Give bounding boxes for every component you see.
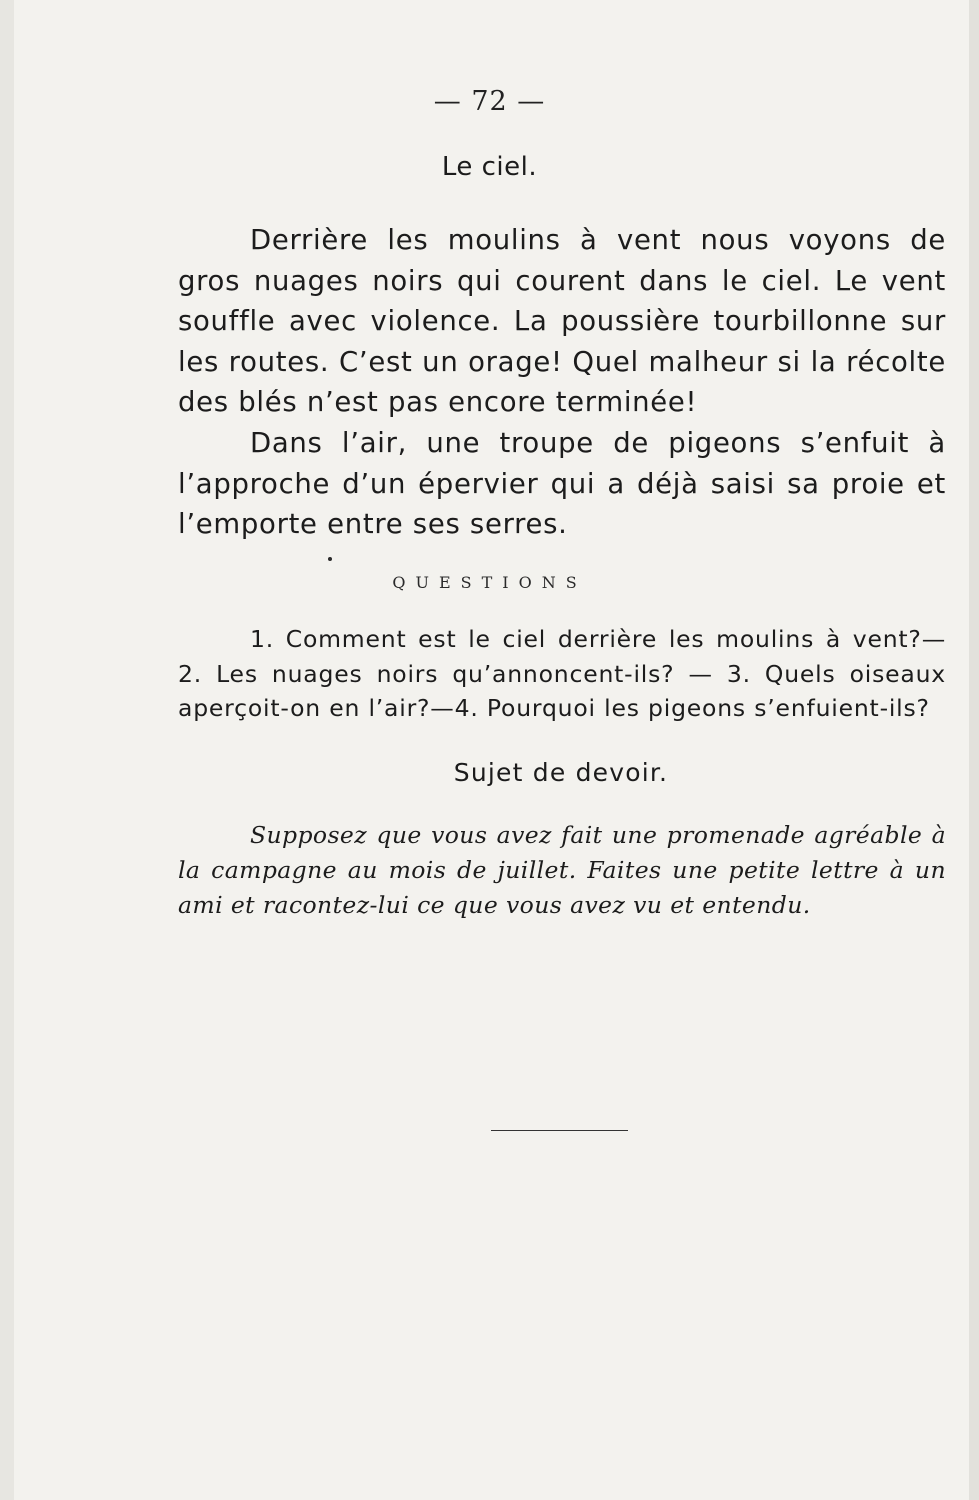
assignment-block — [178, 818, 946, 923]
paragraph: Dans l’air, une troupe de pigeons s’enfuit à l’approche d’un épervier qui a déjà saisi sa proie et l’emporte entre ses serres. — [178, 426, 946, 541]
page-number: — 72 — — [433, 86, 546, 117]
questions-block — [178, 622, 946, 726]
print-speck — [328, 557, 332, 561]
assignment-text: Supposez que vous avez fait une promenade agréable à la campagne au mois de juillet. Faites une petite lettre à un ami et racontez-lui ce que vous avez vu et entendu. — [178, 821, 946, 919]
section-divider — [491, 1130, 628, 1131]
lesson-title: Le ciel. — [441, 152, 538, 182]
paragraph: Derrière les moulins à vent nous voyons de gros nuages noirs qui courent dans le ciel. Le vent souffle avec violence. La poussière tourbillonne sur les routes. C’est un orage! Quel malheur si la récolte des blés n’est pas encore terminée! — [178, 224, 946, 419]
page-right-edge — [969, 0, 979, 1500]
page-left-edge — [0, 0, 14, 1500]
assignment-heading: Sujet de devoir. — [453, 758, 669, 787]
lesson-text — [178, 220, 946, 545]
questions-text: 1. Comment est le ciel derrière les moulins à vent?— 2. Les nuages noirs qu’annoncent-ils? — 3. Quels oiseaux aperçoit-on en l’air?—4. Pourquoi les pigeons s’enfuient-ils? — [178, 625, 946, 722]
questions-heading: QUESTIONS — [392, 573, 587, 592]
